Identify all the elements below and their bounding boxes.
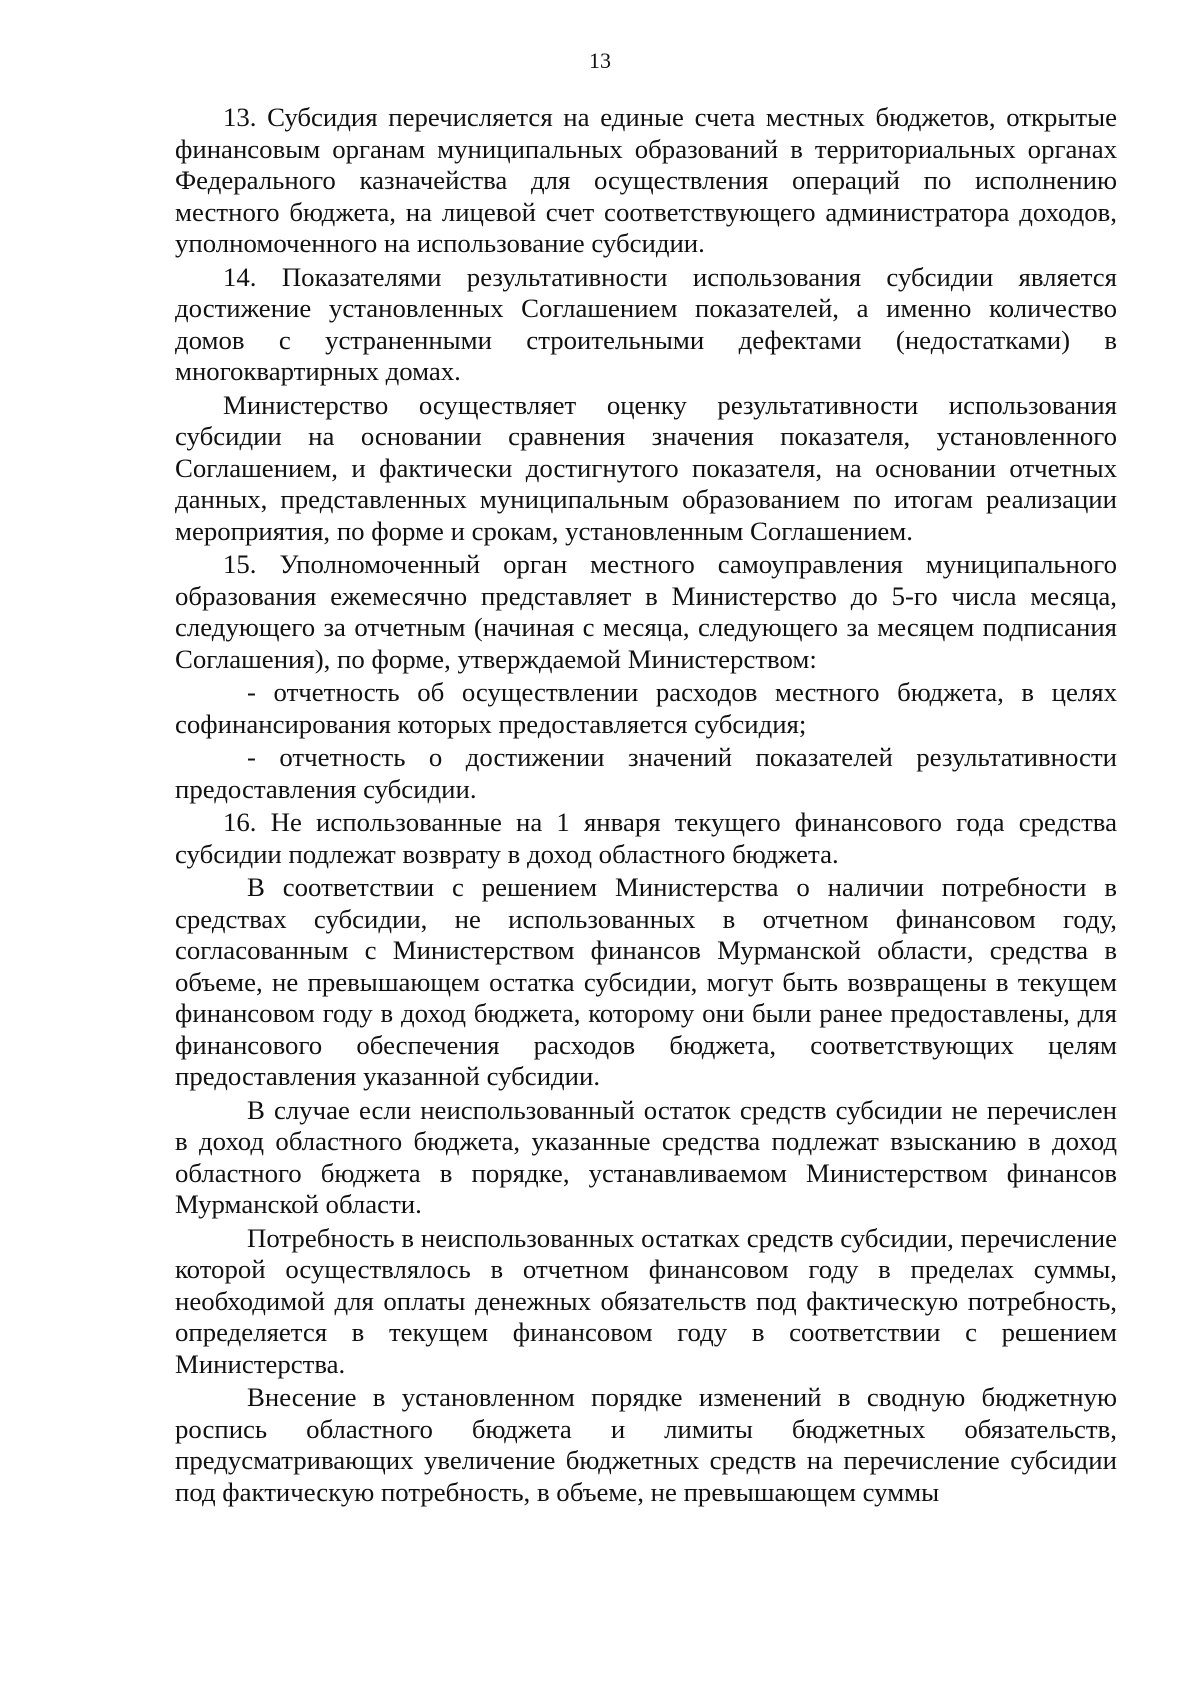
list-item-expense-report: - отчетность об осуществлении расходов местного бюджета, в целях софинансирования которых предоставляется субсидия; <box>175 677 1117 739</box>
paragraph-15: 15. Уполномоченный орган местного самоуправления муниципального образования ежемесячно представляет в Министерство до 5-го числа месяца, следующего за отчетным (начиная с месяца, следующего за месяцем подписания Соглашения), по форме, утверждаемой Министерством: <box>175 549 1117 674</box>
list-item-performance-report: - отчетность о достижении значений показателей результативности предоставления субсидии. <box>175 742 1117 804</box>
paragraph-13: 13. Субсидия перечисляется на единые счета местных бюджетов, открытые финансовым органам муниципальных образований в территориальных органах Федерального казначейства для осуществления операций по исполнению местного бюджета, на лицевой счет соответствующего администратора доходов, уполномоченного на использование субсидии. <box>175 102 1117 258</box>
paragraph-14-evaluation: Министерство осуществляет оценку результативности использования субсидии на основании сравнения значения показателя, установленного Соглашением, и фактически достигнутого показателя, на основании отчетных данных, представленных муниципальным образованием по итогам реализации мероприятия, по форме и срокам, установленным Соглашением. <box>175 389 1117 546</box>
paragraph-16: 16. Не использованные на 1 января текущего финансового года средства субсидии подлежат возврату в доход областного бюджета. <box>175 807 1117 869</box>
paragraph-16-return: В соответствии с решением Министерства о наличии потребности в средствах субсидии, не использованных в отчетном финансовом году, согласованным с Министерством финансов Мурманской области, средства в объеме, не превышающем остатка субсидии, могут быть возвращены в текущем финансовом году в доход бюджета, которому они были ранее предоставлены, для финансового обеспечения расходов бюджета, соответствующих целям предоставления указанной субсидии. <box>175 872 1117 1091</box>
paragraph-16-need: Потребность в неиспользованных остатках средств субсидии, перечисление которой осуществлялось в отчетном финансовом году в пределах суммы, необходимой для оплаты денежных обязательств под фактическую потребность, определяется в текущем финансовом году в соответствии с решением Министерства. <box>175 1222 1117 1379</box>
paragraph-16-budget-changes: Внесение в установленном порядке изменений в сводную бюджетную роспись областного бюджета и лимиты бюджетных обязательств, предусматривающих увеличение бюджетных средств на перечисление субсидии под фактическую потребность, в объеме, не превышающем суммы <box>175 1382 1117 1507</box>
page-number: 13 <box>589 48 611 73</box>
paragraph-14: 14. Показателями результативности использования субсидии является достижение установленных Соглашением показателей, а именно количество домов с устраненными строительными дефектами (недостатками) в многоквартирных домах. <box>175 261 1117 386</box>
paragraph-16-recovery: В случае если неиспользованный остаток средств субсидии не перечислен в доход областного бюджета, указанные средства подлежат взысканию в доход областного бюджета в порядке, устанавливаемом Министерством финансов Мурманской области. <box>175 1094 1117 1219</box>
document-body <box>175 102 1117 1510</box>
